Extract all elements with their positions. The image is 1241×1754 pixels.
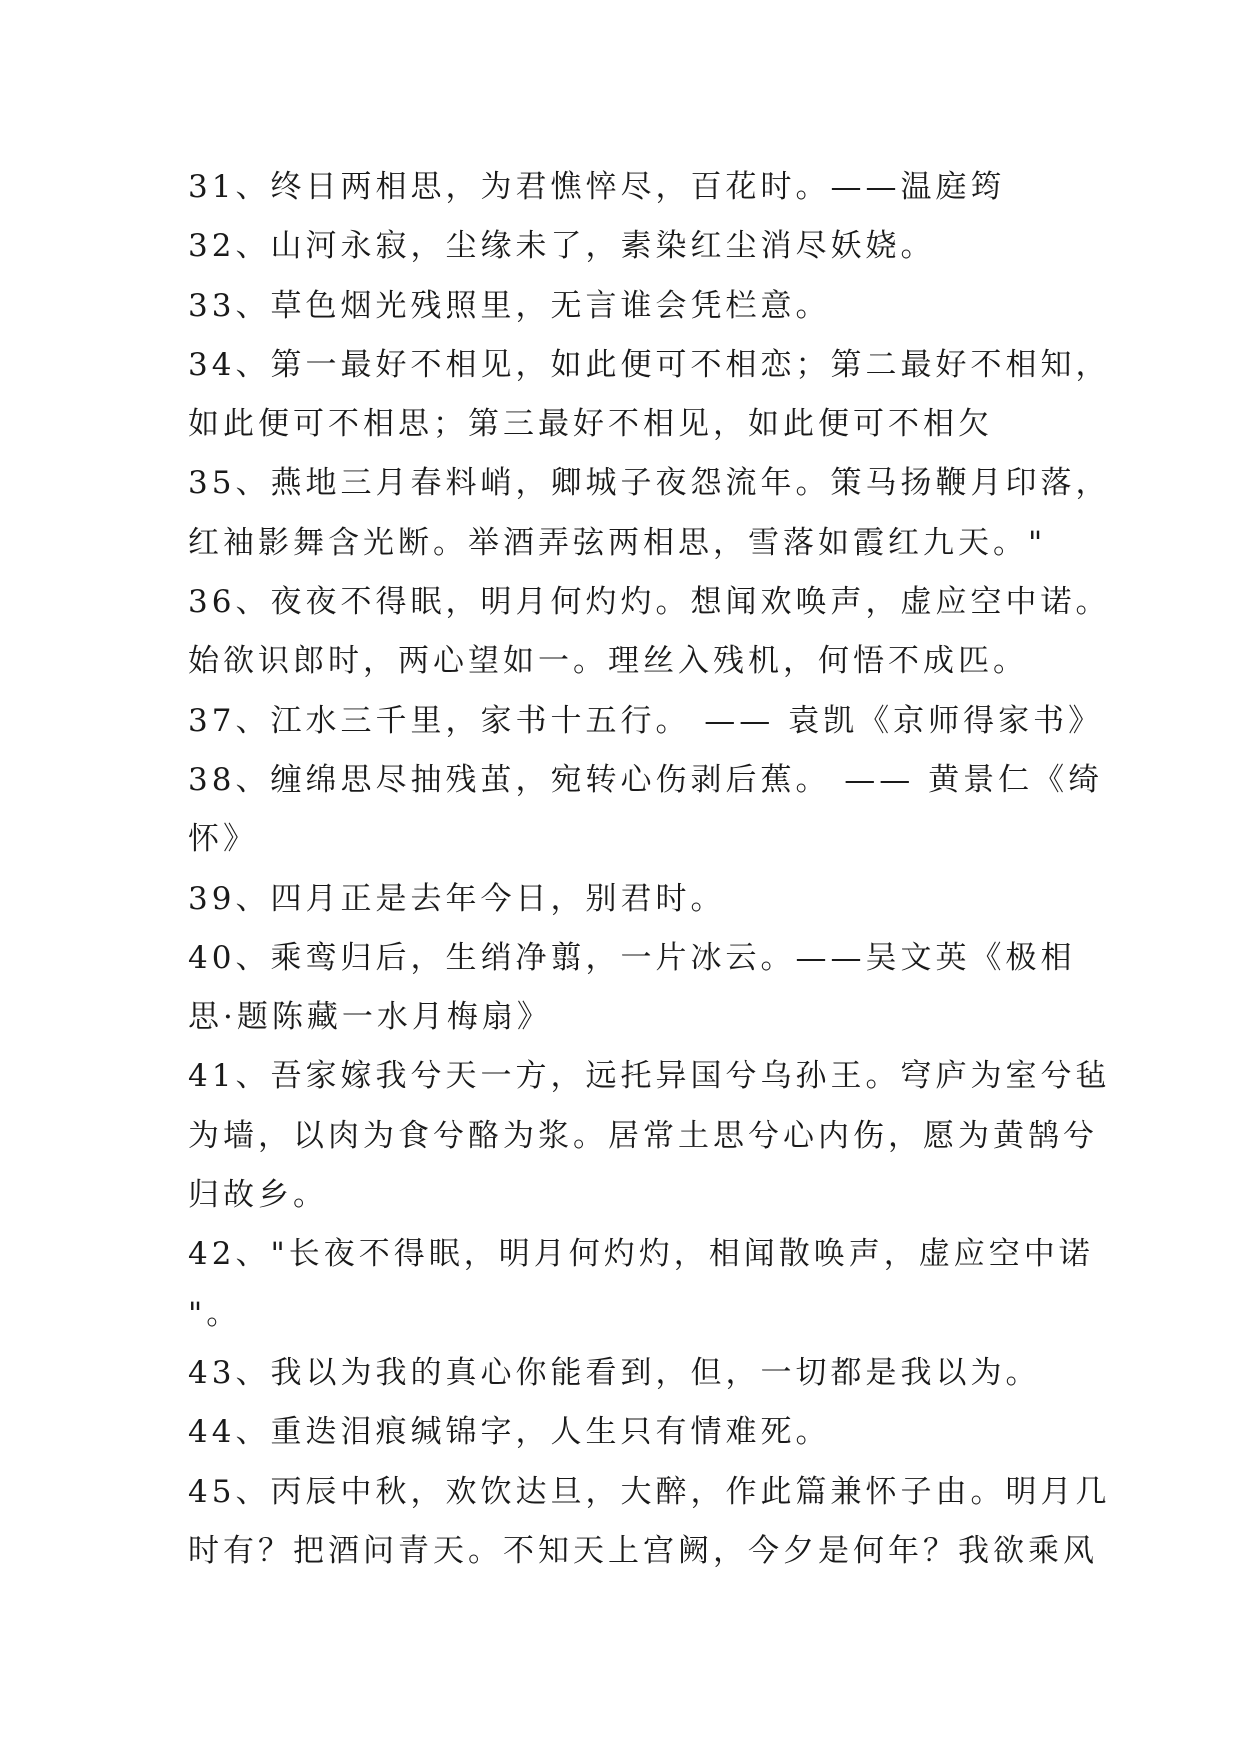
text-line: 怀》 (188, 821, 258, 858)
text-line: 36、夜夜不得眠，明月何灼灼。想闻欢唤声，虚应空中诺。 (188, 584, 1111, 621)
document-body (188, 158, 1111, 1581)
text-line: 38、缠绵思尽抽残茧，宛转心伤剥后蕉。 —— 黄景仁《绮 (188, 761, 1104, 798)
text-line: 35、燕地三月春料峭，卿城子夜怨流年。策马扬鞭月印落， (188, 465, 1111, 502)
text-line: 31、终日两相思，为君憔悴尽，百花时。——温庭筠 (188, 169, 1006, 205)
text-line: 39、四月正是去年今日，别君时。 (188, 880, 726, 917)
text-line: 归故乡。 (188, 1177, 328, 1214)
text-line: 33、草色烟光残照里，无言谁会凭栏意。 (188, 287, 831, 324)
text-line: 红袖影舞含光断。举酒弄弦两相思，雪落如霞红九天。" (188, 524, 1047, 561)
text-line: "。 (188, 1295, 242, 1332)
text-line: 43、我以为我的真心你能看到，但，一切都是我以为。 (188, 1354, 1041, 1391)
text-line: 32、山河永寂，尘缘未了，素染红尘消尽妖娆。 (188, 228, 936, 265)
text-line: 37、江水三千里，家书十五行。 —— 袁凯《京师得家书》 (188, 702, 1104, 739)
text-line: 始欲识郎时，两心望如一。理丝入残机，何悟不成匹。 (188, 643, 1028, 680)
text-line: 40、乘鸾归后，生绡净翦，一片冰云。——吴文英《极相 (188, 939, 1076, 976)
text-line: 如此便可不相思；第三最好不相见，如此便可不相欠 (188, 406, 993, 443)
text-line: 时有？把酒问青天。不知天上宫阙，今夕是何年？我欲乘风 (188, 1532, 1098, 1569)
text-line: 44、重迭泪痕缄锦字，人生只有情难死。 (188, 1414, 831, 1451)
text-line: 34、第一最好不相见，如此便可不相恋；第二最好不相知， (188, 346, 1111, 383)
text-line: 41、吾家嫁我兮天一方，远托异国兮乌孙王。穹庐为室兮毡 (188, 1058, 1111, 1095)
text-line: 42、"长夜不得眠，明月何灼灼，相闻散唤声，虚应空中诺 (188, 1236, 1094, 1273)
text-line: 思·题陈藏一水月梅扇》 (188, 999, 552, 1036)
text-line: 为墙，以肉为食兮酪为浆。居常土思兮心内伤，愿为黄鹄兮 (188, 1117, 1098, 1154)
text-line: 45、丙辰中秋，欢饮达旦，大醉，作此篇兼怀子由。明月几 (188, 1473, 1111, 1510)
